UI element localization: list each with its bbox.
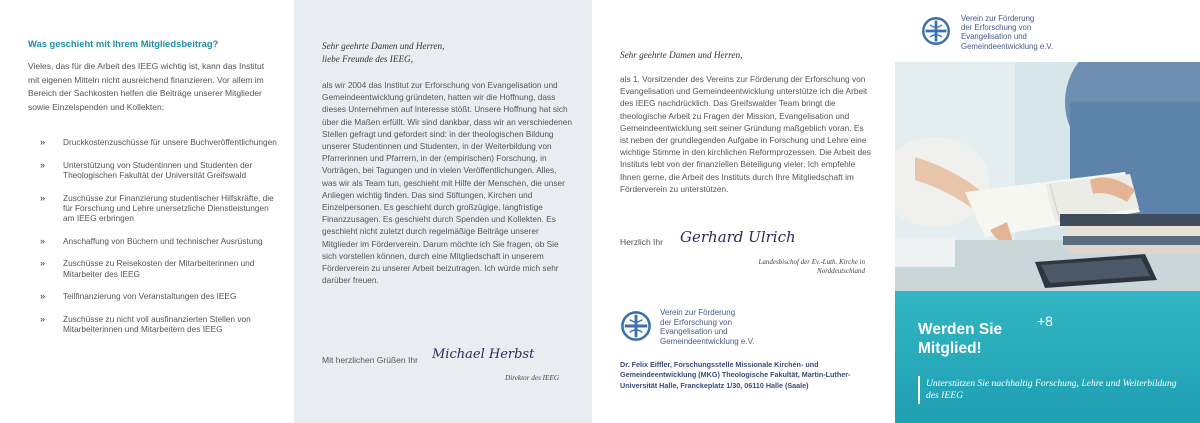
bishop-role [730, 258, 865, 276]
photo-illustration [895, 62, 1200, 291]
contact-address [620, 360, 870, 391]
director-salutation [322, 40, 572, 66]
bullet-chevron-icon: » [40, 159, 46, 170]
plus-eight-mark: +8 [1037, 313, 1053, 329]
cross-circle-logo-icon [921, 16, 951, 46]
director-signature: Michael Herbst [432, 347, 535, 362]
org-line: Gemeindeentwicklung e.V. [961, 41, 1054, 51]
list-item-text: Zuschüsse zu Reisekosten der Mitarbeiterinnen und Mitarbeiter des IEEG [63, 258, 255, 279]
org-block-contact [620, 308, 754, 346]
director-closing: Mit herzlichen Grüßen Ihr [322, 355, 418, 365]
bishop-closing: Herzlich Ihr [620, 237, 663, 247]
benefits-intro: Vieles, das für die Arbeit des IEEG wichtig ist, kann das Institut mit eigenen Mitteln nicht ausreichend finanzieren. Vor allem im Bereich der Sachkosten helfen die Beiträge unserer Mitglieder sowie Einzelspenden und Kollekten: [28, 61, 265, 112]
bullet-chevron-icon: » [40, 137, 46, 147]
salutation-line: Sehr geehrte Damen und Herren, [322, 41, 445, 51]
org-line: Verein zur Förderung [961, 14, 1035, 23]
org-name [961, 14, 1053, 51]
contact-line: Universität Halle, Franckeplatz 1/30, 06110 Halle (Saale) [620, 380, 809, 390]
org-line: der Erforschung von [660, 317, 733, 327]
bullet-chevron-icon: » [40, 235, 46, 246]
bullet-chevron-icon: » [40, 192, 46, 203]
list-item-text: Teilfinanzierung von Veranstaltungen des IEEG [63, 291, 237, 302]
cta-line: Werden Sie [918, 321, 1003, 338]
cross-circle-logo-icon [620, 310, 652, 342]
org-line: Verein zur Förderung [660, 308, 736, 317]
bishop-signature: Gerhard Ulrich [680, 228, 796, 246]
list-item [40, 291, 280, 301]
org-line: Evangelisation und [961, 32, 1027, 42]
bishop-salutation: Sehr geehrte Damen und Herren, [620, 50, 743, 60]
cta-line: Mitglied! [918, 340, 982, 357]
role-line: Landesbischof der Ev.-Luth. Kirche in [758, 258, 865, 266]
contact-line: Gemeindeentwicklung (MKG) Theologische Fakultät, Martin-Luther- [620, 370, 851, 380]
org-name [660, 308, 754, 346]
list-item-text: Zuschüsse zu nicht voll ausfinanzierten Stellen von Mitarbeiterinnen und Mitarbeitern des IEEG [63, 314, 251, 335]
bishop-letter-body: als 1. Vorsitzender des Vereins zur Förderung der Erforschung von Evangelisation und Gemeindeentwicklung unterstütze ich die Arbeit des IEEG nachdrücklich. Das Greifswalder Team bringt die theologische Arbeit zu Fragen der Mission, Evangelisation und Gemeindeentwicklung seit seiner Gründung maßgeblich voran. Es ist neben der grundlegenden Aufgabe in Forschung und Lehre eine wichtige Stimme in den kirchlichen Reformprozessen. Die Arbeit des Instituts lebt von der finanziellen Beteiligung vieler. Ich empfehle Ihnen gerne, die Arbeit des Instituts durch Ihre Mitgliedschaft im Förderverein zu unterstützen. [620, 74, 871, 194]
bullet-chevron-icon: » [40, 314, 46, 325]
org-line: Gemeindeentwicklung e.V. [660, 336, 755, 346]
cta-subtitle: Unterstützen Sie nachhaltig Forschung, Lehre und Weiterbildung des IEEG [926, 378, 1177, 401]
list-item-text: Unterstützung von Studentinnen und Studenten der Theologischen Fakultät der Universität Greifswald [63, 159, 253, 180]
list-item [40, 258, 280, 278]
org-line: der Erforschung von [961, 23, 1032, 33]
contact-line: Dr. Felix Eiffler, Forschungsstelle Missionale Kirchen- und [620, 360, 819, 369]
org-line: Evangelisation und [660, 327, 728, 337]
director-role: Direktor des IEEG [505, 374, 560, 382]
cta-divider [918, 376, 920, 404]
org-block-cover [921, 14, 1053, 51]
list-item [40, 160, 280, 180]
list-item [40, 236, 280, 246]
list-item [40, 193, 280, 224]
role-line: Norddeutschland [817, 267, 865, 275]
list-item [40, 137, 280, 147]
cover-photo-students-reading [895, 62, 1200, 291]
salutation-line: liebe Freunde des IEEG, [322, 54, 413, 64]
list-item-text: Anschaffung von Büchern und technischer Ausrüstung [63, 235, 263, 246]
list-item [40, 314, 280, 334]
bullet-chevron-icon: » [40, 291, 46, 302]
list-item-text: Zuschüsse zur Finanzierung studentischer Hilfskräfte, die für Forschung und Lehre unersetzliche Dienstleistungen am IEEG erbringen [63, 192, 274, 224]
benefits-list [40, 137, 280, 347]
benefits-heading: Was geschieht mit Ihrem Mitgliedsbeitrag? [28, 38, 219, 49]
director-letter-body: als wir 2004 das Institut zur Erforschung von Evangelisation und Gemeindeentwicklung gründeten, hatten wir die Hoffnung, dass dieses Unternehmen auf Interesse stößt. Unsere Hoffnung hat sich über die Maßen erfüllt. Wir sind dankbar, dass wir an verschiedenen Stellen gefragt und gefordert sind: in der theologischen Bildung unserer Studentinnen und Studenten, in der Weiterbildung von Pfarrerinnen und Pfarrern, in der (empirischen) Forschung, in Vorträgen, bei Tagungen und in vielen Veröffentlichungen. Alles, was wir als Team tun, geschieht mit Hilfe der Menschen, die unser Anliegen wichtig finden. Das sind Stiftungen, Kirchen und Einzelpersonen. Es geschieht durch großzügige, langfristige Finanzzusagen. Es geschieht durch Spenden und Kollekten. Es geschieht nicht zuletzt durch regelmäßige Beiträge unserer Mitglieder im Förderverein. Darum möchte ich Sie fragen, ob Sie sich vorstellen können, durch eine Mitgliedschaft in unserem Förderverein zu unserer Arbeit beizutragen. Ich würde mich sehr darüber freuen. [322, 80, 572, 286]
bullet-chevron-icon: » [40, 258, 46, 269]
list-item-text: Druckkostenzuschüsse für unsere Buchveröffentlichungen [63, 137, 277, 147]
